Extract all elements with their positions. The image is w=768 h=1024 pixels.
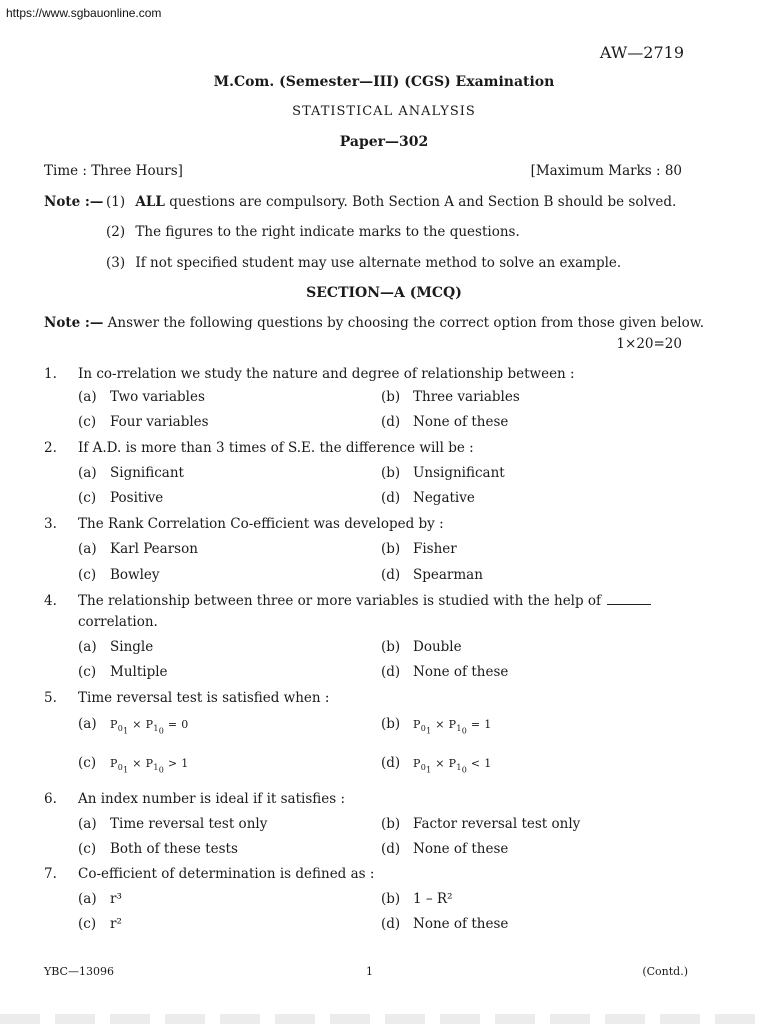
answer-blank bbox=[607, 596, 651, 605]
option-c: (c) Bowley bbox=[78, 567, 160, 583]
section-title: SECTION—A (MCQ) bbox=[306, 285, 462, 301]
index-formula: $P_{0_1} \times P_{1_0} = 1$ bbox=[413, 718, 492, 736]
option-c: (c) Both of these tests bbox=[78, 841, 238, 857]
index-formula: $P_{0_1} \times P_{1_0} < 1$ bbox=[413, 757, 492, 775]
index-formula: $P_{0_1} \times P_{1_0} > 1$ bbox=[110, 757, 189, 775]
option-a: (a) Time reversal test only bbox=[78, 816, 268, 832]
question-text: The relationship between three or more variables is studied with the help of bbox=[78, 593, 651, 609]
section-note bbox=[44, 315, 704, 331]
question-number: 4. bbox=[44, 593, 57, 609]
question-number: 3. bbox=[44, 516, 57, 532]
note-3 bbox=[106, 255, 621, 271]
section-marks: 1×20=20 bbox=[616, 336, 682, 352]
section-note-text: Answer the following questions by choosing the correct option from those given below. bbox=[107, 315, 704, 331]
maximum-marks: [Maximum Marks : 80 bbox=[530, 163, 682, 179]
paper-code: AW—2719 bbox=[599, 43, 684, 62]
note-2-text: The figures to the right indicate marks to the questions. bbox=[135, 224, 520, 240]
option-d: (d) None of these bbox=[381, 414, 509, 430]
question-text: An index number is ideal if it satisfies : bbox=[78, 791, 346, 807]
continued-label: (Contd.) bbox=[642, 965, 688, 978]
index-formula: $P_{0_1} \times P_{1_0} = 0$ bbox=[110, 718, 189, 736]
source-url[interactable]: https://www.sgbauonline.com bbox=[6, 6, 162, 20]
note-1 bbox=[106, 194, 676, 210]
option-b: (b) $P_{0_1} \times P_{1_0} = 1$ bbox=[381, 716, 492, 736]
option-d: (d) Negative bbox=[381, 490, 475, 506]
note-2 bbox=[106, 224, 520, 240]
note-label: Note :— bbox=[44, 194, 104, 210]
question-text: Time reversal test is satisfied when : bbox=[78, 690, 330, 706]
question-text: In co-rrelation we study the nature and degree of relationship between : bbox=[78, 366, 575, 382]
option-c: (c) Multiple bbox=[78, 664, 168, 680]
scan-artifact bbox=[0, 1014, 768, 1024]
question-number: 2. bbox=[44, 440, 57, 456]
question-number: 6. bbox=[44, 791, 57, 807]
option-b: (b) Three variables bbox=[381, 389, 520, 405]
option-a: (a) Significant bbox=[78, 465, 184, 481]
note-1-bold: ALL bbox=[135, 194, 165, 210]
question-number: 1. bbox=[44, 366, 57, 382]
option-a: (a) Two variables bbox=[78, 389, 205, 405]
option-d: (d) $P_{0_1} \times P_{1_0} < 1$ bbox=[381, 755, 492, 775]
footer-code: YBC—13096 bbox=[44, 965, 114, 978]
exam-title: M.Com. (Semester—III) (CGS) Examination bbox=[213, 74, 555, 90]
note-3-text: If not specified student may use alternate method to solve an example. bbox=[135, 255, 622, 271]
paper-number: Paper—302 bbox=[339, 134, 429, 150]
subject-title: STATISTICAL ANALYSIS bbox=[292, 104, 476, 119]
option-b: (b) Factor reversal test only bbox=[381, 816, 581, 832]
option-b: (b) Double bbox=[381, 639, 462, 655]
option-c: (c) $P_{0_1} \times P_{1_0} > 1$ bbox=[78, 755, 189, 775]
time-allowed: Time : Three Hours] bbox=[44, 163, 183, 179]
option-d: (d) Spearman bbox=[381, 567, 483, 583]
note-1-text: questions are compulsory. Both Section A and Section B should be solved. bbox=[169, 194, 677, 210]
question-text-continued: correlation. bbox=[78, 614, 158, 630]
option-c: (c) Four variables bbox=[78, 414, 209, 430]
note-1-num: (1) bbox=[106, 194, 126, 210]
option-c: (c) r² bbox=[78, 916, 122, 932]
option-a: (a) Single bbox=[78, 639, 154, 655]
option-a: (a) Karl Pearson bbox=[78, 541, 198, 557]
question-text: If A.D. is more than 3 times of S.E. the difference will be : bbox=[78, 440, 474, 456]
option-b: (b) 1 – R² bbox=[381, 891, 453, 907]
option-b: (b) Fisher bbox=[381, 541, 457, 557]
option-a: (a) $P_{0_1} \times P_{1_0} = 0$ bbox=[78, 716, 189, 736]
section-note-label: Note :— bbox=[44, 315, 104, 331]
option-c: (c) Positive bbox=[78, 490, 164, 506]
option-d: (d) None of these bbox=[381, 664, 509, 680]
question-text: The Rank Correlation Co-efficient was developed by : bbox=[78, 516, 444, 532]
question-number: 5. bbox=[44, 690, 57, 706]
question-number: 7. bbox=[44, 866, 57, 882]
option-d: (d) None of these bbox=[381, 841, 509, 857]
question-text: Co-efficient of determination is defined as : bbox=[78, 866, 375, 882]
note-2-num: (2) bbox=[106, 224, 126, 240]
option-d: (d) None of these bbox=[381, 916, 509, 932]
option-b: (b) Unsignificant bbox=[381, 465, 505, 481]
note-3-num: (3) bbox=[106, 255, 126, 271]
option-a: (a) r³ bbox=[78, 891, 122, 907]
page-number: 1 bbox=[366, 965, 373, 978]
